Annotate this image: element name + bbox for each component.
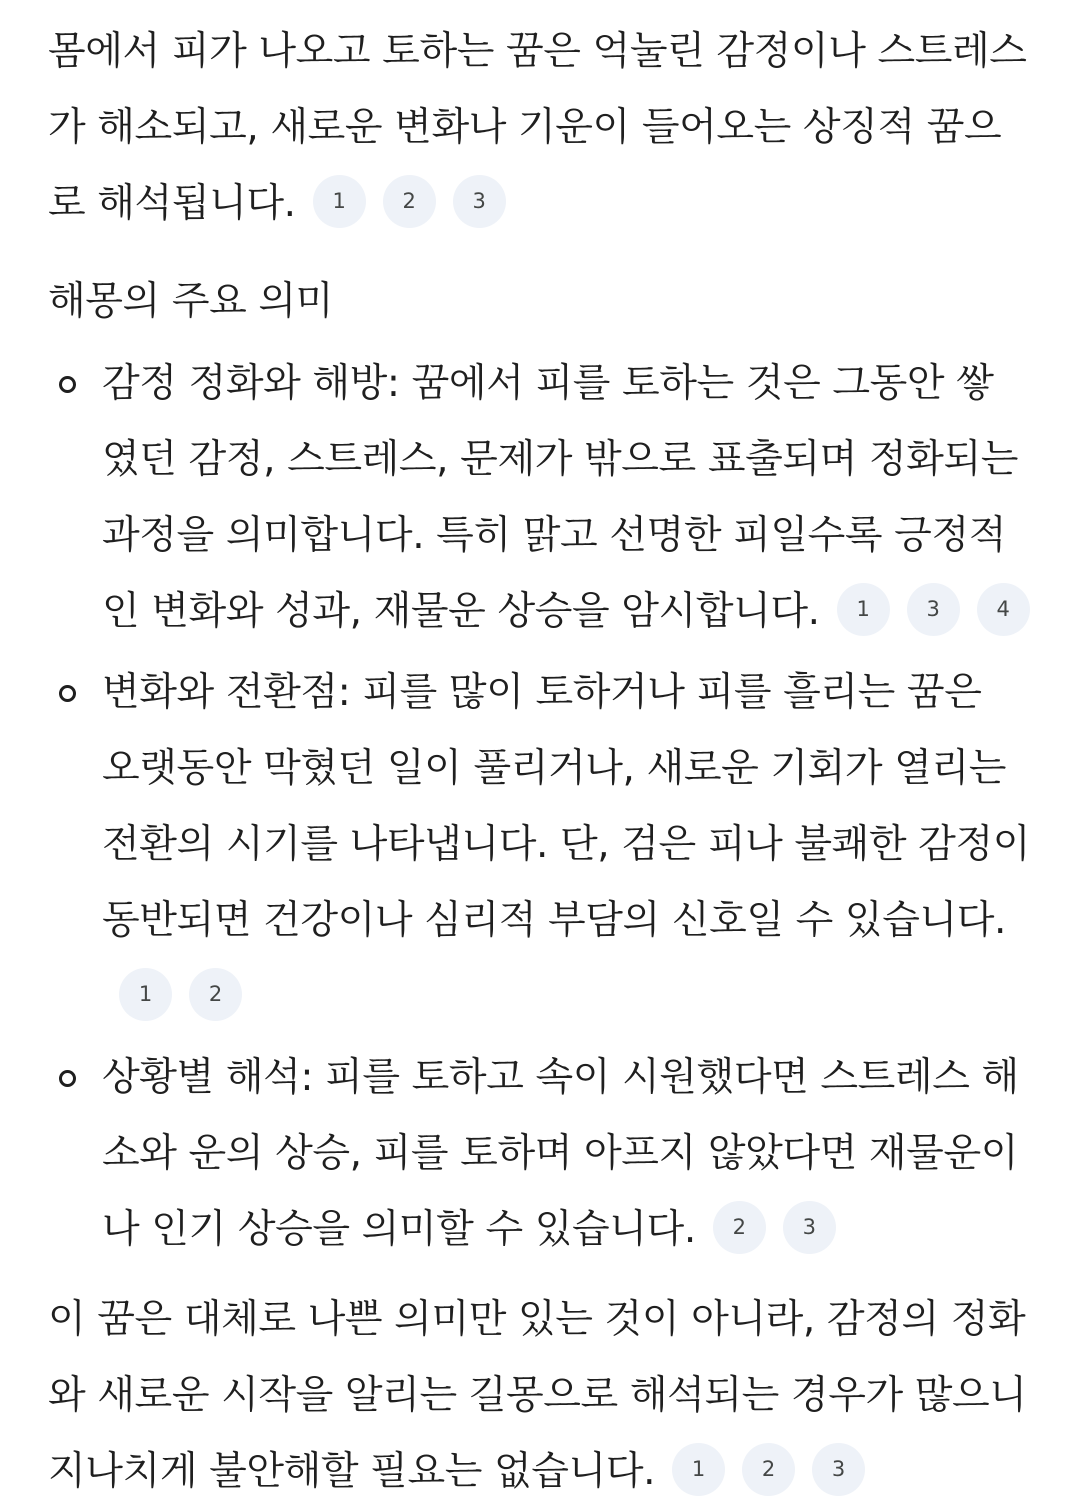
list-item-text: 상황별 해석: 피를 토하고 속이 시원했다면 스트레스 해소와 운의 상승, 피를 토하며 아프지 않았다면 재물운이나 인기 상승을 의미할 수 있습니다. xyxy=(102,1055,1019,1252)
section-heading: 해몽의 주요 의미 xyxy=(48,279,333,324)
citation-chip[interactable]: 2 xyxy=(189,968,242,1021)
citation-chip[interactable]: 3 xyxy=(907,583,960,636)
citation-chip[interactable]: 1 xyxy=(313,175,366,228)
citation-chip[interactable]: 1 xyxy=(119,968,172,1021)
citation-chip[interactable]: 4 xyxy=(977,583,1030,636)
bullet-circle-icon xyxy=(59,1070,76,1087)
closing-paragraph xyxy=(48,1282,1030,1510)
list-item-text: 감정 정화와 해방: 꿈에서 피를 토하는 것은 그동안 쌓였던 감정, 스트레스, 문제가 밖으로 표출되며 정화되는 과정을 의미합니다. 특히 맑고 선명한 피일수록 긍정적인 변화와 성과, 재물운 상승을 암시합니다. xyxy=(102,361,1019,634)
list-item xyxy=(48,1040,1030,1268)
citation-chip[interactable]: 2 xyxy=(383,175,436,228)
list-item xyxy=(48,346,1030,650)
intro-text: 몸에서 피가 나오고 토하는 꿈은 억눌린 감정이나 스트레스가 해소되고, 새로운 변화나 기운이 들어오는 상징적 꿈으로 해석됩니다. xyxy=(48,29,1027,226)
citation-chip[interactable]: 3 xyxy=(783,1201,836,1254)
citation-chip[interactable]: 3 xyxy=(812,1443,865,1496)
citation-chip[interactable]: 3 xyxy=(453,175,506,228)
intro-paragraph xyxy=(48,14,1030,242)
citation-chip[interactable]: 1 xyxy=(672,1443,725,1496)
list-item xyxy=(48,655,1030,1035)
bullet-circle-icon xyxy=(59,685,76,702)
closing-text: 이 꿈은 대체로 나쁜 의미만 있는 것이 아니라, 감정의 정화와 새로운 시작을 알리는 길몽으로 해석되는 경우가 많으니 지나치게 불안해할 필요는 없습니다. xyxy=(48,1297,1027,1494)
citation-chip[interactable]: 1 xyxy=(837,583,890,636)
bullet-circle-icon xyxy=(59,376,76,393)
meaning-list xyxy=(48,346,1030,1268)
list-item-text: 변화와 전환점: 피를 많이 토하거나 피를 흘리는 꿈은 오랫동안 막혔던 일이 풀리거나, 새로운 기회가 열리는 전환의 시기를 나타냅니다. 단, 검은 피나 불쾌한 감정이 동반되면 건강이나 심리적 부담의 신호일 수 있습니다. xyxy=(102,670,1031,943)
citation-chip[interactable]: 2 xyxy=(742,1443,795,1496)
citation-chip[interactable]: 2 xyxy=(713,1201,766,1254)
